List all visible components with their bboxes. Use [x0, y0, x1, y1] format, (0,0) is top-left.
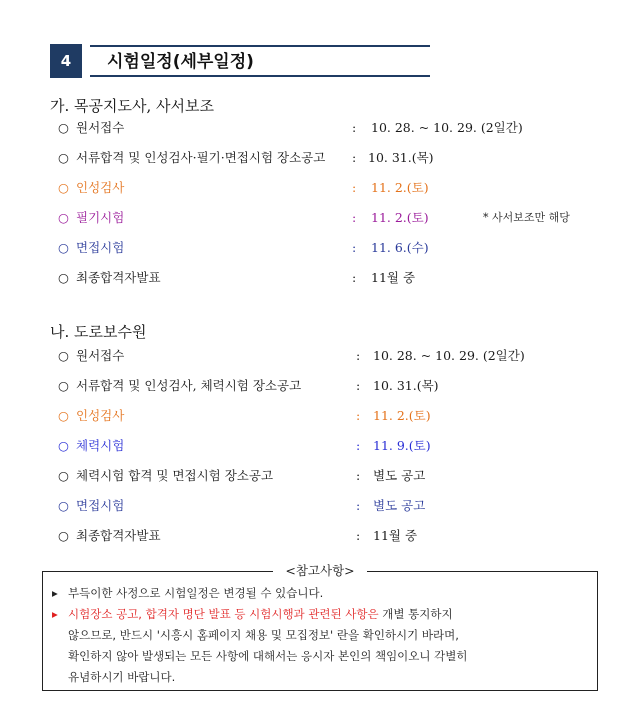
row-label: 서류합격 및 인성검사·필기·면접시험 장소공고	[76, 150, 326, 165]
notice-line-1	[52, 583, 598, 604]
notice-line-5	[68, 667, 614, 688]
circle-bullet-icon: ○	[58, 240, 69, 255]
schedule-row	[58, 346, 618, 366]
row-colon: :	[356, 378, 361, 393]
row-date: 10. 31.(목)	[368, 150, 434, 165]
row-label: 인성검사	[76, 180, 125, 195]
row-label: 서류합격 및 인성검사, 체력시험 장소공고	[76, 378, 302, 393]
notice-text: 확인하지 않아 발생되는 모든 사항에 대해서는 응시자 본인의 책임이오니 각별히	[68, 649, 468, 663]
circle-bullet-icon: ○	[58, 528, 69, 543]
circle-bullet-icon: ○	[58, 378, 69, 393]
notice-text: 유념하시기 바랍니다.	[68, 670, 176, 684]
circle-bullet-icon: ○	[58, 270, 69, 285]
circle-bullet-icon: ○	[58, 180, 69, 195]
circle-bullet-icon: ○	[58, 120, 69, 135]
circle-bullet-icon: ○	[58, 408, 69, 423]
schedule-row	[58, 268, 618, 288]
row-date: 별도 공고	[373, 468, 426, 483]
schedule-row	[58, 118, 618, 138]
circle-bullet-icon: ○	[58, 438, 69, 453]
row-colon: :	[352, 180, 357, 195]
row-colon: :	[356, 408, 361, 423]
schedule-row	[58, 526, 618, 546]
row-date: 11월 중	[373, 528, 418, 543]
row-colon: :	[356, 438, 361, 453]
circle-bullet-icon: ○	[58, 210, 69, 225]
schedule-row	[58, 148, 618, 168]
row-date: 10. 31.(목)	[373, 378, 439, 393]
row-colon: :	[352, 270, 357, 285]
row-date: 11. 9.(토)	[373, 438, 431, 453]
section-title: 시험일정(세부일정)	[107, 52, 254, 72]
row-colon: :	[356, 498, 361, 513]
row-date: 10. 28. ~ 10. 29. (2일간)	[371, 120, 523, 135]
row-date: 10. 28. ~ 10. 29. (2일간)	[373, 348, 525, 363]
row-date: 11. 2.(토)	[371, 210, 429, 225]
row-label: 최종합격자발표	[76, 528, 161, 543]
notice-title-text: <참고사항>	[273, 563, 366, 578]
group1-heading: 가. 목공지도사, 사서보조	[50, 97, 214, 115]
row-label: 인성검사	[76, 408, 125, 423]
circle-bullet-icon: ○	[58, 150, 69, 165]
row-colon: :	[352, 120, 357, 135]
circle-bullet-icon: ○	[58, 468, 69, 483]
row-note: * 사서보조만 해당	[483, 211, 570, 224]
row-colon: :	[352, 210, 357, 225]
row-colon: :	[352, 240, 357, 255]
schedule-row	[58, 238, 618, 258]
notice-title	[0, 561, 640, 579]
row-label: 면접시험	[76, 240, 125, 255]
row-date: 별도 공고	[373, 498, 426, 513]
schedule-row	[58, 496, 618, 516]
schedule-row	[58, 466, 618, 486]
section-rule-bottom	[90, 75, 430, 77]
notice-line-3	[68, 625, 614, 646]
schedule-row	[58, 406, 618, 426]
row-label: 체력시험	[76, 438, 125, 453]
row-colon: :	[352, 150, 357, 165]
circle-bullet-icon: ○	[58, 498, 69, 513]
row-date: 11. 6.(수)	[371, 240, 429, 255]
triangle-bullet-icon: ▸	[52, 586, 58, 600]
row-date: 11월 중	[371, 270, 416, 285]
row-label: 원서접수	[76, 120, 125, 135]
row-colon: :	[356, 348, 361, 363]
row-colon: :	[356, 528, 361, 543]
notice-text: 않으므로, 반드시 '시흥시 홈페이지 채용 및 모집정보' 란을 확인하시기 바라며,	[68, 628, 459, 642]
section-rule-top	[90, 45, 430, 47]
schedule-row	[58, 436, 618, 456]
notice-line-2	[52, 604, 598, 625]
circle-bullet-icon: ○	[58, 348, 69, 363]
schedule-row	[58, 178, 618, 198]
row-date: 11. 2.(토)	[371, 180, 429, 195]
triangle-bullet-icon: ▸	[52, 607, 58, 621]
schedule-row	[58, 376, 618, 396]
notice-line-4	[68, 646, 614, 667]
notice-text-red: 시험장소 공고, 합격자 명단 발표 등 시험시행과 관련된 사항은	[68, 607, 379, 621]
notice-text: 부득이한 사정으로 시험일정은 변경될 수 있습니다.	[68, 586, 324, 600]
row-label: 최종합격자발표	[76, 270, 161, 285]
row-date: 11. 2.(토)	[373, 408, 431, 423]
row-label: 체력시험 합격 및 면접시험 장소공고	[76, 468, 274, 483]
row-label: 필기시험	[76, 210, 125, 225]
row-colon: :	[356, 468, 361, 483]
row-label: 면접시험	[76, 498, 125, 513]
row-label: 원서접수	[76, 348, 125, 363]
group2-heading: 나. 도로보수원	[50, 323, 147, 341]
section-number-badge: 4	[50, 44, 82, 78]
notice-text: 개별 통지하지	[378, 607, 453, 621]
schedule-row	[58, 208, 618, 228]
